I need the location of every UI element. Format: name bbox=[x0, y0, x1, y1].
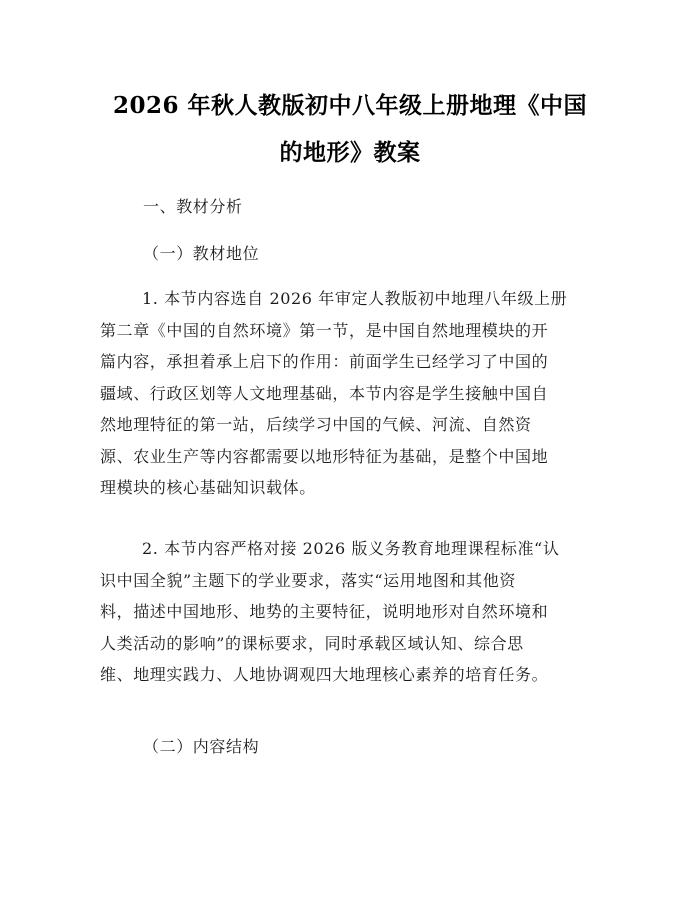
paragraph-2-line: 料，描述中国地形、地势的主要特征，说明地形对自然环境和 bbox=[100, 602, 549, 621]
paragraph-1-line: 第二章《中国的自然环境》第一节，是中国自然地理模块的开 bbox=[100, 320, 549, 340]
subsection-heading-content-structure: （二）内容结构 bbox=[143, 737, 260, 756]
paragraph-2-line: 维、地理实践力、人地协调观四大地理核心素养的培育任务。 bbox=[100, 665, 549, 684]
paragraph-1-line: 源、农业生产等内容都需要以地形特征为基础，是整个中国地 bbox=[100, 446, 549, 466]
document-title-line-2: 的地形》教案 bbox=[279, 139, 421, 166]
paragraph-2 bbox=[100, 533, 600, 691]
paragraph-1-line: 然地理特征的第一站，后续学习中国的气候、河流、自然资 bbox=[100, 415, 532, 434]
paragraph-1 bbox=[100, 283, 600, 504]
paragraph-1-line: 理模块的核心基础知识载体。 bbox=[100, 478, 316, 497]
subsection-heading-material-position: （一）教材地位 bbox=[143, 244, 260, 263]
paragraph-2-line: 识中国全貌”主题下的学业要求，落实“运用地图和其他资 bbox=[100, 570, 516, 590]
paragraph-2-line: 2. 本节内容严格对接 2026 版义务教育地理课程标准“认 bbox=[142, 539, 560, 558]
paragraph-1-line: 疆域、行政区划等人文地理基础，本节内容是学生接触中国自 bbox=[100, 383, 549, 403]
section-heading-material-analysis: 一、教材分析 bbox=[143, 197, 243, 216]
paragraph-1-line: 篇内容，承担着承上启下的作用：前面学生已经学习了中国的 bbox=[100, 352, 549, 371]
paragraph-1-line: 1. 本节内容选自 2026 年审定人教版初中地理八年级上册 bbox=[142, 289, 568, 308]
document-title-line-1: 2026 年秋人教版初中八年级上册地理《中国 bbox=[112, 92, 588, 119]
paragraph-2-line: 人类活动的影响”的课标要求，同时承载区域认知、综合思 bbox=[100, 633, 524, 653]
